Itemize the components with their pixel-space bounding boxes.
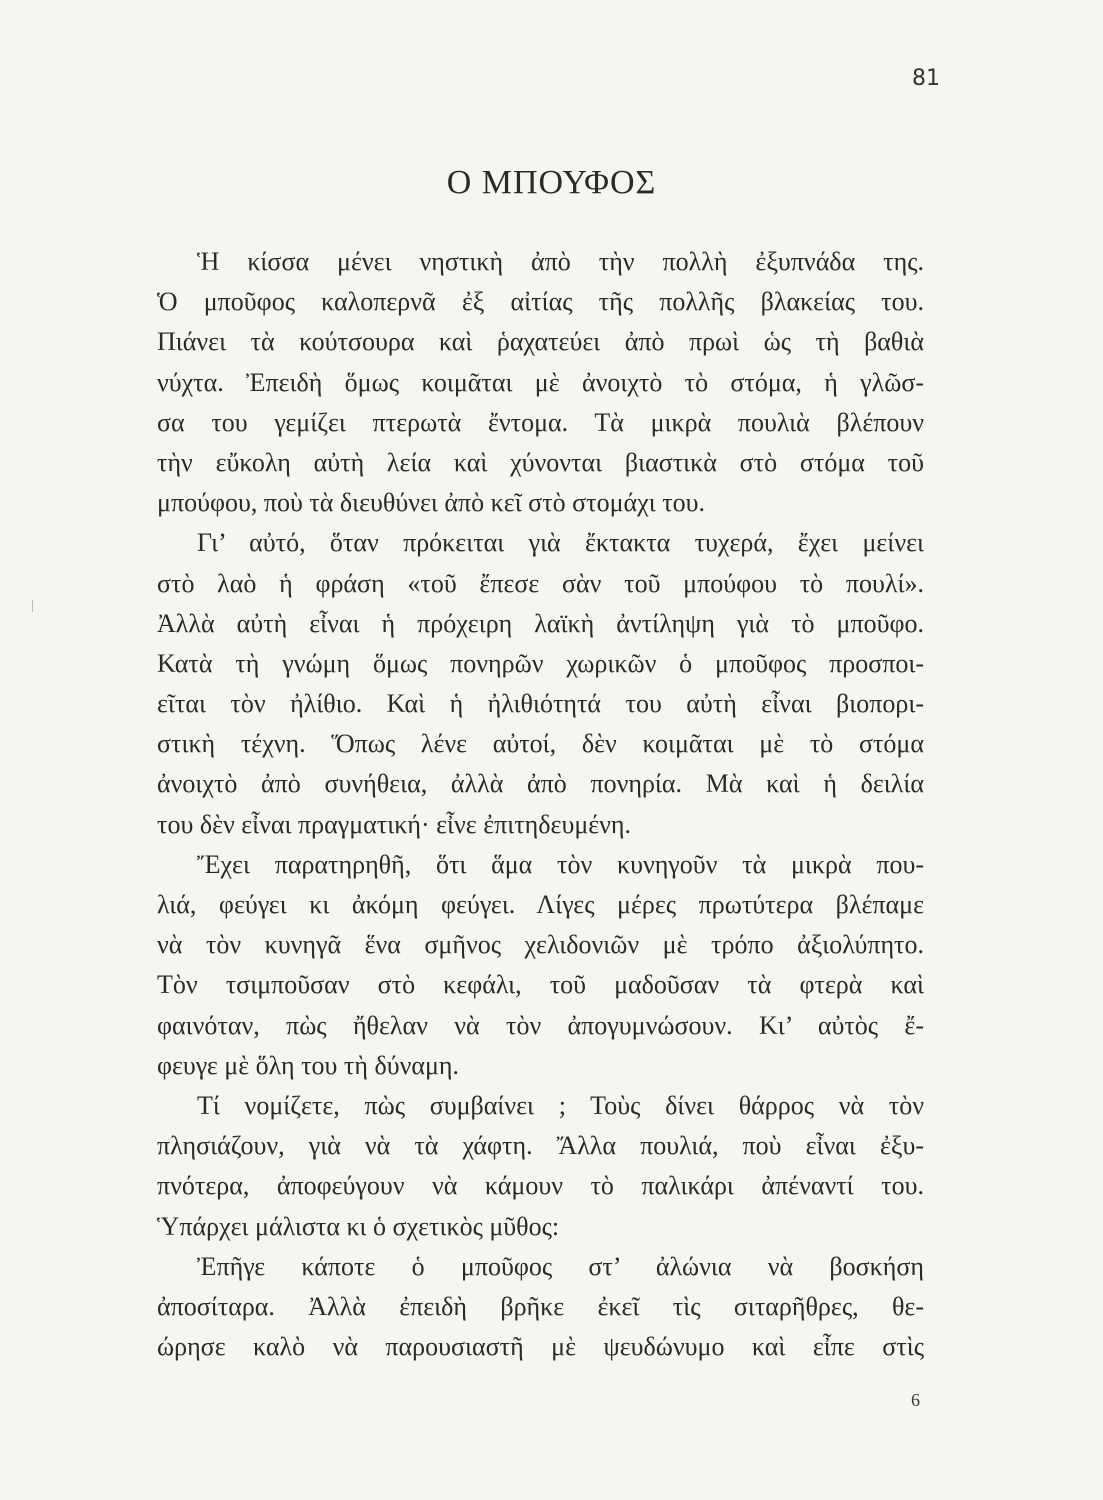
- text-line: ώρησε καλὸ νὰ παρουσιαστῆ μὲ ψευδώνυμο καὶ εἶπε στὶς: [157, 1332, 924, 1362]
- text-line: Ὁ μποῦφος καλοπερνᾶ ἐξ αἰτίας τῆς πολλῆς βλακείας του.: [157, 287, 924, 317]
- text-line: του δὲν εἶναι πραγματική· εἶνε ἐπιτηδευμένη.: [157, 809, 632, 839]
- text-line: λιά, φεύγει κι ἀκόμη φεύγει. Λίγες μέρες πρωτύτερα βλέπαμε: [157, 890, 924, 919]
- text-line: πνότερα, ἀποφεύγουν νὰ κάμουν τὸ παλικάρι ἀπέναντί του.: [157, 1171, 924, 1201]
- paragraph: [157, 1247, 924, 1368]
- paragraph: [157, 845, 924, 1086]
- text-line: ἀνοιχτὸ ἀπὸ συνήθεια, ἀλλὰ ἀπὸ πονηρία. Μὰ καὶ ἡ δειλία: [157, 769, 924, 799]
- body-text: [157, 242, 924, 1367]
- text-line: Ὑπάρχει μάλιστα κι ὁ σχετικὸς μῦθος:: [157, 1211, 560, 1241]
- signature-mark: 6: [911, 1390, 920, 1410]
- paragraph: [157, 523, 924, 845]
- text-line: φευγε μὲ ὅλη του τὴ δύναμη.: [157, 1050, 459, 1080]
- text-line: Τί νομίζετε, πὼς συμβαίνει ; Τοὺς δίνει θάρρος νὰ τὸν: [197, 1090, 924, 1120]
- paragraph: [157, 1086, 924, 1247]
- text-line: Ἐπῆγε κάποτε ὁ μποῦφος στ’ ἀλώνια νὰ βοσκήση: [197, 1251, 924, 1281]
- text-line: σα του γεμίζει πτερωτὰ ἔντομα. Τὰ μικρὰ πουλιὰ βλέπουν: [157, 407, 924, 437]
- text-line: νὰ τὸν κυνηγᾶ ἕνα σμῆνος χελιδονιῶν μὲ τρόπο ἀξιολύπητο.: [157, 930, 924, 960]
- text-line: φαινόταν, πὼς ἤθελαν νὰ τὸν ἀπογυμνώσουν. Κι’ αὐτὸς ἔ-: [157, 1010, 924, 1040]
- page-number: 81: [912, 66, 940, 91]
- text-line: Τὸν τσιμποῦσαν στὸ κεφάλι, τοῦ μαδοῦσαν τὰ φτερὰ καὶ: [157, 970, 924, 1000]
- text-line: ἀποσίταρα. Ἀλλὰ ἐπειδὴ βρῆκε ἐκεῖ τὶς σιταρῆθρες, θε-: [157, 1291, 924, 1321]
- text-line: τὴν εὔκολη αὐτὴ λεία καὶ χύνονται βιαστικὰ στὸ στόμα τοῦ: [157, 447, 924, 477]
- text-line: Ἀλλὰ αὐτὴ εἶναι ἡ πρόχειρη λαϊκὴ ἀντίληψη γιὰ τὸ μποῦφο.: [157, 608, 924, 638]
- chapter-title: Ο ΜΠΟΥΦΟΣ: [446, 164, 657, 201]
- text-line: Ἡ κίσσα μένει νηστικὴ ἀπὸ τὴν πολλὴ ἐξυπνάδα της.: [197, 247, 924, 276]
- margin-mark: [32, 600, 33, 612]
- text-line: στὸ λαὸ ἡ φράση «τοῦ ἔπεσε σὰν τοῦ μπούφου τὸ πουλί».: [157, 568, 924, 598]
- text-line: μπούφου, ποὺ τὰ διευθύνει ἀπὸ κεῖ στὸ στομάχι του.: [157, 488, 706, 518]
- text-line: Πιάνει τὰ κούτσουρα καὶ ῥαχατεύει ἀπὸ πρωὶ ὡς τὴ βαθιὰ: [157, 327, 924, 357]
- text-line: Γι’ αὐτό, ὅταν πρόκειται γιὰ ἔκτακτα τυχερά, ἔχει μείνει: [197, 528, 924, 558]
- text-line: Κατὰ τὴ γνώμη ὅμως πονηρῶν χωρικῶν ὁ μποῦφος προσποι-: [157, 648, 924, 678]
- text-line: πλησιάζουν, γιὰ νὰ τὰ χάφτη. Ἄλλα πουλιά, ποὺ εἶναι ἐξυ-: [157, 1131, 924, 1161]
- text-line: εῖται τὸν ἠλίθιο. Καὶ ἡ ἠλιθιότητά του αὐτὴ εἶναι βιοπορι-: [157, 689, 924, 719]
- text-line: νύχτα. Ἐπειδὴ ὅμως κοιμᾶται μὲ ἀνοιχτὸ τὸ στόμα, ἡ γλῶσ-: [157, 367, 924, 397]
- text-line: Ἔχει παρατηρηθῆ, ὅτι ἅμα τὸν κυνηγοῦν τὰ μικρὰ που-: [197, 849, 924, 879]
- paragraph: [157, 242, 924, 523]
- text-line: στικὴ τέχνη. Ὅπως λένε αὐτοί, δὲν κοιμᾶται μὲ τὸ στόμα: [157, 729, 924, 759]
